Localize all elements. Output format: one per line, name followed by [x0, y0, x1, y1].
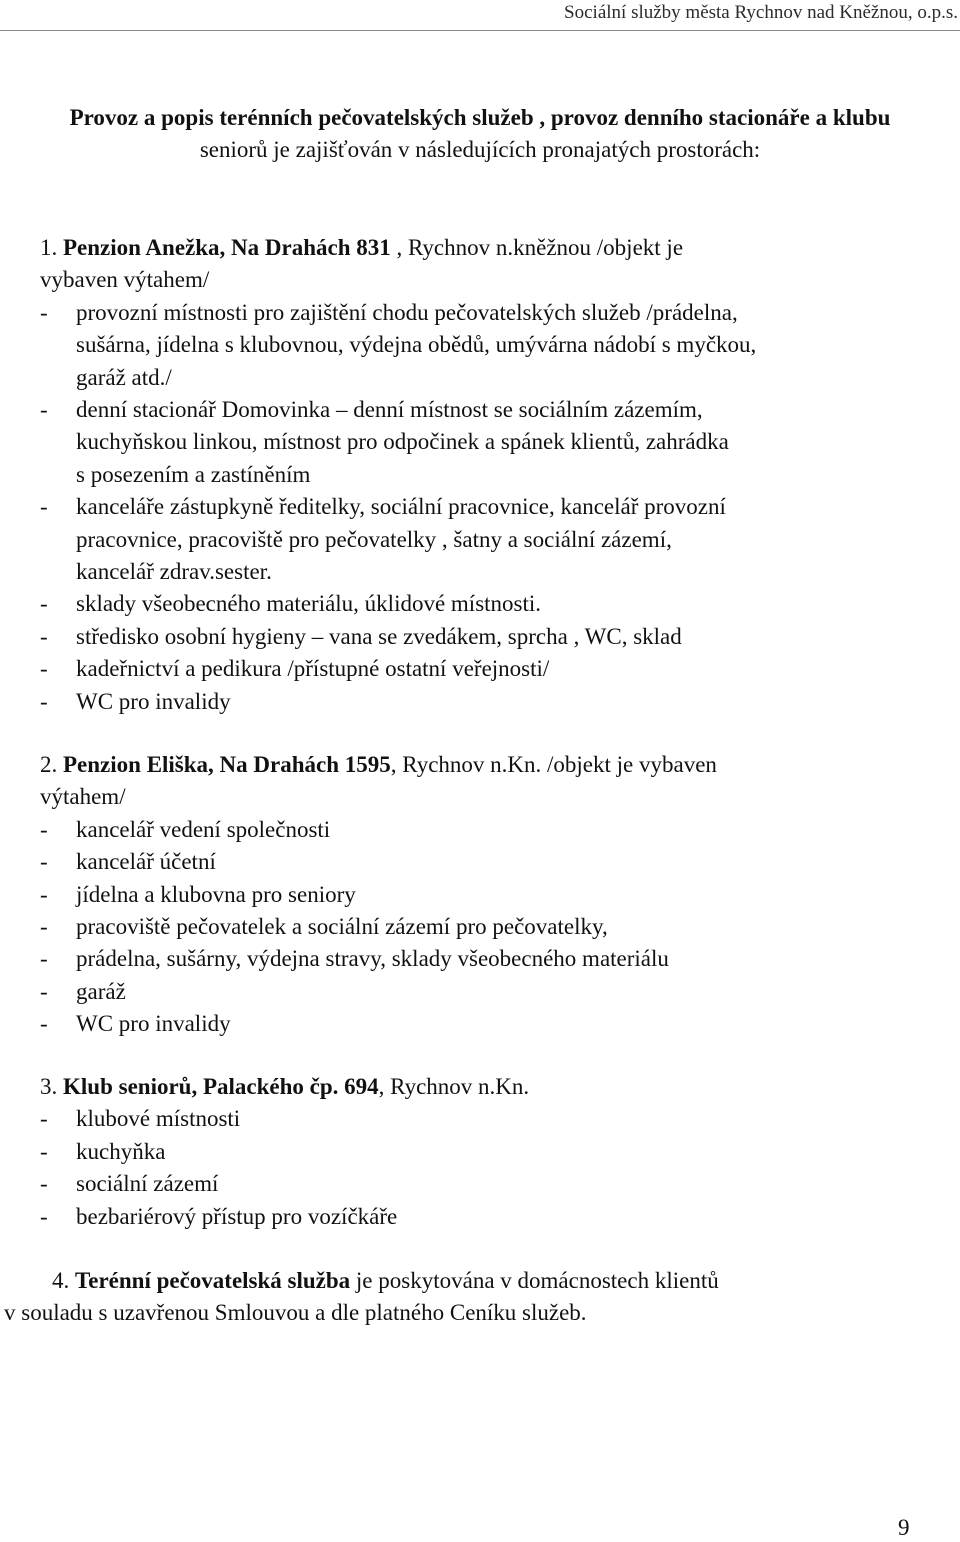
section-4-rest: je poskytována v domácnostech klientů — [350, 1268, 719, 1293]
list-item-text: pracoviště pečovatelek a sociální zázemí pro pečovatelky, — [76, 914, 608, 940]
header-text: Sociální služby města Rychnov nad Kněžnou, o.p.s. — [564, 2, 958, 23]
list-item-text: kadeřnictví a pedikura /přístupné ostatní veřejnosti/ — [76, 656, 550, 682]
running-header — [0, 0, 960, 31]
section-2-heading — [40, 749, 940, 781]
list-item — [40, 1008, 940, 1040]
list-item — [40, 394, 940, 491]
list-dash: - — [40, 914, 48, 940]
section-1-name: Penzion Anežka, Na Drahách 831 — [63, 235, 391, 260]
list-item — [40, 976, 940, 1008]
section-2-heading-line2: výtahem/ — [40, 784, 126, 810]
section-2 — [40, 749, 940, 1041]
section-4-name: Terénní pečovatelská služba — [75, 1268, 351, 1293]
list-item-text: kuchyňka — [76, 1138, 166, 1164]
list-item — [40, 686, 940, 718]
list-dash: - — [40, 1203, 48, 1229]
section-4-line2: v souladu s uzavřenou Smlouvou a dle platného Ceníku služeb. — [4, 1300, 587, 1326]
list-item-text: sušárna, jídelna s klubovnou, výdejna obědů, umývárna nádobí s myčkou, — [76, 332, 757, 358]
list-item-text: jídelna a klubovna pro seniory — [76, 881, 356, 907]
section-3 — [40, 1071, 940, 1233]
list-dash: - — [40, 816, 48, 842]
list-item-text: kanceláře zástupkyně ředitelky, sociální pracovnice, kancelář provozní — [76, 494, 726, 520]
section-1-number: 1. — [40, 235, 63, 260]
list-item-text: kuchyňskou linkou, místnost pro odpočinek a spánek klientů, zahrádka — [76, 429, 729, 455]
list-dash: - — [40, 656, 48, 682]
list-item — [40, 588, 940, 620]
list-dash: - — [40, 591, 48, 617]
section-3-number: 3. — [40, 1074, 63, 1099]
list-dash: - — [40, 1138, 48, 1164]
list-item-text: garáž atd./ — [76, 364, 172, 390]
list-item-text: WC pro invalidy — [76, 1011, 231, 1037]
section-3-heading — [40, 1071, 940, 1103]
page-number: 9 — [898, 1515, 910, 1540]
section-1-heading-line2: vybaven výtahem/ — [40, 267, 210, 293]
list-item-text: s posezením a zastíněním — [76, 461, 311, 487]
section-2-number: 2. — [40, 752, 63, 777]
list-dash: - — [40, 623, 48, 649]
list-item-text: kancelář vedení společnosti — [76, 816, 331, 842]
list-item — [40, 943, 940, 975]
list-item-text: kancelář zdrav.sester. — [76, 559, 272, 585]
section-4-line1 — [4, 1265, 944, 1297]
section-3-list — [40, 1103, 940, 1233]
list-dash: - — [40, 946, 48, 972]
list-item — [40, 1136, 940, 1168]
list-dash: - — [40, 397, 48, 423]
section-1-list — [40, 297, 940, 718]
list-item-text: kancelář účetní — [76, 849, 216, 875]
list-item-text: denní stacionář Domovinka – denní místnost se sociálním zázemím, — [76, 397, 703, 423]
list-item — [40, 491, 940, 588]
section-1 — [40, 232, 940, 718]
list-item — [40, 846, 940, 878]
list-item-text: sklady všeobecného materiálu, úklidové místnosti. — [76, 591, 542, 617]
list-item-text: bezbariérový přístup pro vozíčkáře — [76, 1203, 398, 1229]
section-4 — [4, 1265, 944, 1330]
list-item-text: prádelna, sušárny, výdejna stravy, sklady všeobecného materiálu — [76, 946, 669, 972]
section-1-heading — [40, 232, 940, 264]
list-item — [40, 1168, 940, 1200]
list-item-text: středisko osobní hygieny – vana se zvedákem, sprcha , WC, sklad — [76, 623, 682, 649]
section-1-heading-rest: , Rychnov n.kněžnou /objekt je — [390, 235, 684, 260]
list-dash: - — [40, 1106, 48, 1132]
list-item — [40, 1201, 940, 1233]
section-4-number: 4. — [52, 1268, 75, 1293]
list-dash: - — [40, 494, 48, 520]
list-dash: - — [40, 688, 48, 714]
list-item — [40, 1103, 940, 1135]
list-dash: - — [40, 978, 48, 1004]
section-title — [40, 102, 920, 167]
list-item — [40, 879, 940, 911]
list-dash: - — [40, 1171, 48, 1197]
list-item — [40, 621, 940, 653]
list-item-text: WC pro invalidy — [76, 688, 231, 714]
title-rest: seniorů je zajišťován v následujících pronajatých prostorách: — [199, 137, 761, 163]
list-item-text: klubové místnosti — [76, 1106, 241, 1132]
section-3-heading-rest: , Rychnov n.Kn. — [378, 1074, 530, 1099]
list-item — [40, 653, 940, 685]
list-item-text: pracovnice, pracoviště pro pečovatelky , šatny a sociální zázemí, — [76, 526, 672, 552]
section-3-name: Klub seniorů, Palackého čp. 694 — [63, 1074, 379, 1099]
list-item — [40, 297, 940, 394]
list-dash: - — [40, 299, 48, 325]
title-bold: Provoz a popis terénních pečovatelských služeb , provoz denního stacionáře a klubu — [69, 105, 891, 130]
section-2-name: Penzion Eliška, Na Drahách 1595 — [63, 752, 391, 777]
list-item-text: sociální zázemí — [76, 1171, 219, 1197]
list-dash: - — [40, 881, 48, 907]
section-2-list — [40, 814, 940, 1041]
list-item — [40, 814, 940, 846]
list-item — [40, 911, 940, 943]
list-dash: - — [40, 1011, 48, 1037]
list-item-text: provozní místnosti pro zajištění chodu pečovatelských služeb /prádelna, — [76, 299, 738, 325]
list-item-text: garáž — [76, 978, 126, 1004]
list-dash: - — [40, 849, 48, 875]
section-2-heading-rest: , Rychnov n.Kn. /objekt je vybaven — [390, 752, 717, 777]
